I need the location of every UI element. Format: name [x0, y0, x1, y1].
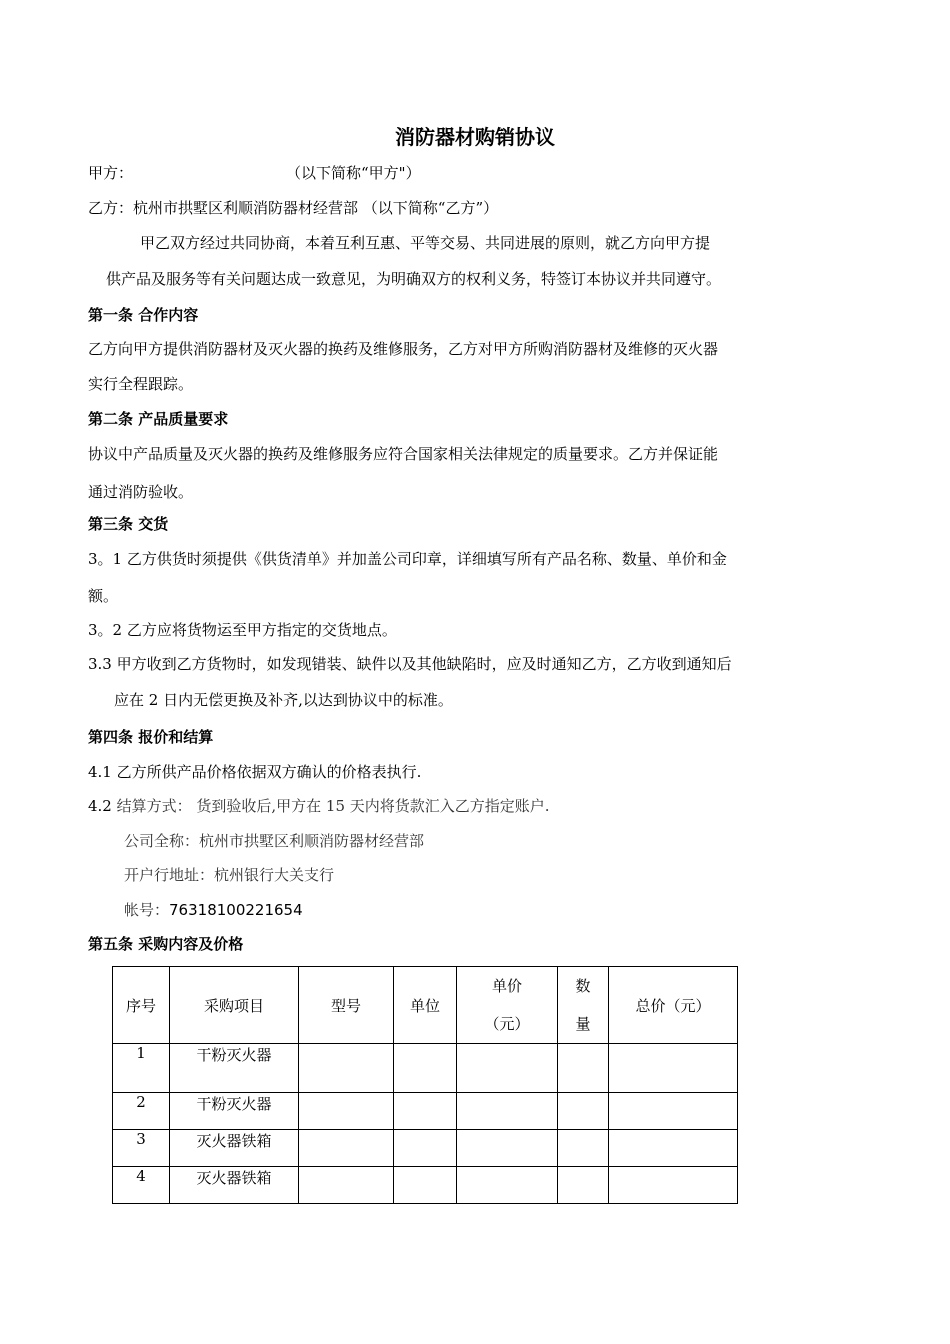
intro-line-2: 供产品及服务等有关问题达成一致意见，为明确双方的权利义务，特签订本协议并共同遵守。	[106, 270, 722, 288]
table-row	[113, 1044, 738, 1093]
account-label: 帐号：	[124, 901, 170, 919]
cell-unit-price	[457, 1093, 558, 1130]
cell-quantity	[558, 1167, 609, 1204]
cell-quantity	[558, 1044, 609, 1093]
header-model: 型号	[299, 967, 394, 1044]
cell-no: 4	[113, 1167, 170, 1204]
article2-line-1: 协议中产品质量及灭火器的换药及维修服务应符合国家相关法律规定的质量要求。乙方并保证能	[88, 445, 719, 463]
cell-item: 干粉灭火器	[170, 1044, 299, 1093]
article4-line-2	[88, 796, 550, 816]
cell-unit	[394, 1130, 457, 1167]
article1-heading: 第一条 合作内容	[88, 306, 199, 324]
article3-line-4: 3.3 甲方收到乙方货物时，如发现错装、缺件以及其他缺陷时，应及时通知乙方，乙方收到通知后	[88, 655, 732, 673]
cell-no: 1	[113, 1044, 170, 1093]
article4-line-2-prefix: 4.2	[88, 797, 117, 815]
article3-line-3: 3。2 乙方应将货物运至甲方指定的交货地点。	[88, 621, 397, 639]
header-item: 采购项目	[170, 967, 299, 1044]
article5-heading: 第五条 采购内容及价格	[88, 935, 244, 953]
article2-heading: 第二条 产品质量要求	[88, 410, 229, 428]
article3-line-5: 应在 2 日内无偿更换及补齐,以达到协议中的标准。	[114, 691, 453, 709]
cell-total	[609, 1093, 738, 1130]
cell-quantity	[558, 1093, 609, 1130]
cell-model	[299, 1093, 394, 1130]
cell-model	[299, 1167, 394, 1204]
header-unit-price-line1: 单价	[491, 977, 522, 995]
article1-line-1: 乙方向甲方提供消防器材及灭火器的换药及维修服务，乙方对甲方所购消防器材及维修的灭火器	[88, 340, 719, 358]
header-quantity-line2: 量	[575, 1015, 591, 1033]
header-unit-price-line2: （元）	[484, 1015, 530, 1033]
header-total: 总价（元）	[609, 967, 738, 1044]
cell-unit-price	[457, 1130, 558, 1167]
table-header-row	[113, 967, 738, 1044]
article2-line-2: 通过消防验收。	[88, 483, 194, 501]
cell-unit-price	[457, 1167, 558, 1204]
cell-model	[299, 1130, 394, 1167]
article4-heading: 第四条 报价和结算	[88, 728, 214, 746]
document-title: 消防器材购销协议	[395, 125, 555, 149]
article4-line-1: 4.1 乙方所供产品价格依据双方确认的价格表执行.	[88, 763, 422, 781]
cell-unit	[394, 1044, 457, 1093]
article1-line-2: 实行全程跟踪。	[88, 375, 194, 393]
account-number: 76318100221654	[169, 901, 303, 919]
header-quantity	[558, 967, 609, 1044]
cell-item: 灭火器铁箱	[170, 1167, 299, 1204]
cell-total	[609, 1044, 738, 1093]
header-unit: 单位	[394, 967, 457, 1044]
cell-unit-price	[457, 1044, 558, 1093]
table-row	[113, 1167, 738, 1204]
table-row	[113, 1130, 738, 1167]
cell-total	[609, 1130, 738, 1167]
account-line	[124, 900, 303, 920]
settlement-method: 结算方式： 货到验收后,甲方在 15 天内将货款汇入乙方指定账户.	[116, 797, 550, 815]
article3-heading: 第三条 交货	[88, 515, 169, 533]
cell-no: 3	[113, 1130, 170, 1167]
intro-line-1: 甲乙双方经过共同协商，本着互利互惠、平等交易、共同进展的原则，就乙方向甲方提	[140, 234, 711, 252]
party-a-line	[88, 163, 421, 183]
party-a-alias: （以下简称“甲方"）	[286, 164, 421, 182]
article3-line-2: 额。	[88, 587, 119, 605]
cell-total	[609, 1167, 738, 1204]
header-no: 序号	[113, 967, 170, 1044]
cell-item: 灭火器铁箱	[170, 1130, 299, 1167]
article3-line-1: 3。1 乙方供货时须提供《供货清单》并加盖公司印章，详细填写所有产品名称、数量、单价和金	[88, 550, 727, 568]
header-unit-price	[457, 967, 558, 1044]
purchase-table	[112, 966, 738, 1204]
cell-unit	[394, 1167, 457, 1204]
cell-quantity	[558, 1130, 609, 1167]
company-name: 公司全称：杭州市拱墅区利顺消防器材经营部	[124, 832, 425, 850]
party-b-line: 乙方：杭州市拱墅区利顺消防器材经营部 （以下简称“乙方”）	[88, 199, 499, 217]
cell-no: 2	[113, 1093, 170, 1130]
cell-unit	[394, 1093, 457, 1130]
bank-address: 开户行地址：杭州银行大关支行	[124, 866, 335, 884]
header-quantity-line1: 数	[575, 977, 591, 995]
table-row	[113, 1093, 738, 1130]
party-a-label: 甲方：	[88, 164, 134, 182]
cell-model	[299, 1044, 394, 1093]
cell-item: 干粉灭火器	[170, 1093, 299, 1130]
